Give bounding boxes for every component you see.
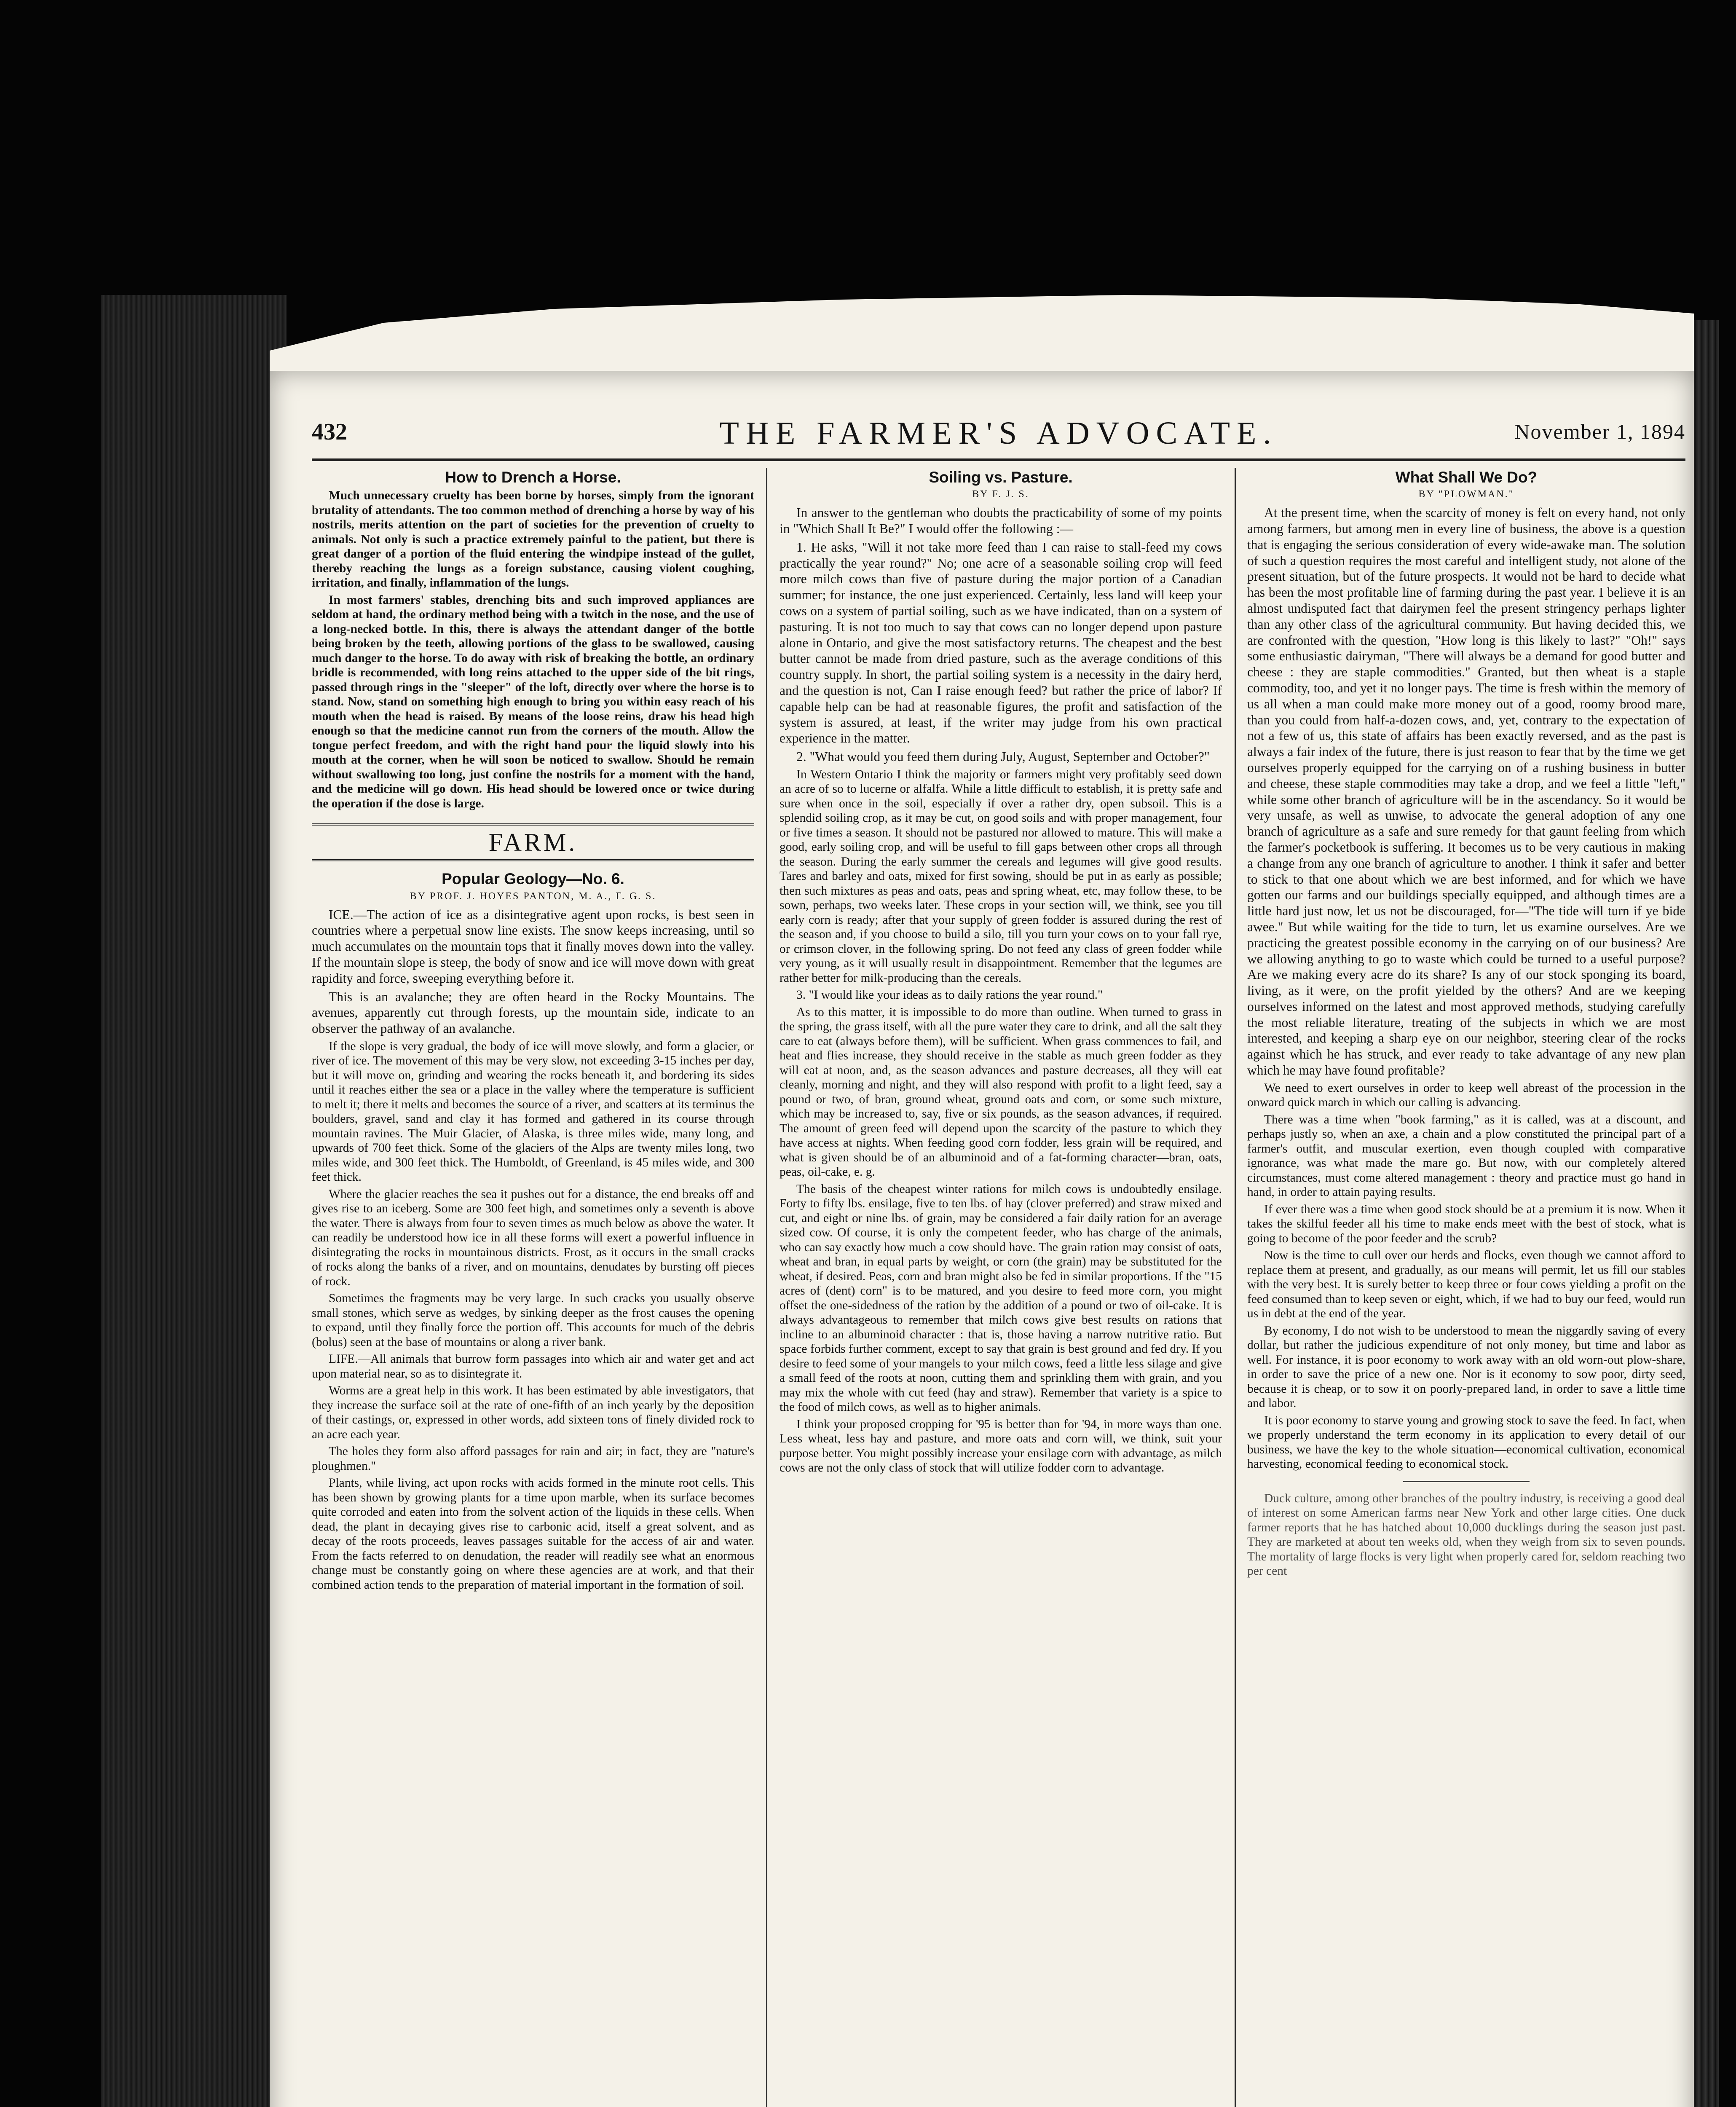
- article-paragraph: Much unnecessary cruelty has been borne by horses, simply from the ignorant brutality of attendants. The too common method of drenching a horse by way of his nostrils, merits attention on the part of societies for the prevention of cruelty to animals. Not only is such a practice extremely painful to the patient, but there is great danger of a portion of the fluid entering the windpipe instead of the gullet, thereby reaching the lungs as a foreign substance, causing violent coughing, irritation, and finally, inflammation of the lungs.: [312, 489, 754, 590]
- article-title-drench-horse: How to Drench a Horse.: [445, 469, 621, 486]
- column-2: [780, 466, 1222, 2107]
- article-paragraph: Worms are a great help in this work. It has been estimated by able investigators, that they increase the surface soil at the rate of one-fifth of an inch yearly by the deposition of their castings, or, expressed in other words, add sixteen tons of finely divided rock to an acre each year.: [312, 1384, 754, 1441]
- masthead: [312, 415, 1685, 453]
- article-paragraph: By economy, I do not wish to be understood to mean the niggardly saving of every dollar, but rather the judicious expenditure of not only money, but time and labor as well. For instance, it is poor economy to work away with an old worn-out plow-share, in order to save the price of a new one. Nor is it economy to sow poor, dirty seed, because it is cheap, or to sow it on poorly-prepared land, in order to save a little time and labor.: [1247, 1324, 1685, 1410]
- article-paragraph: Now is the time to cull over our herds and flocks, even though we cannot afford to replace them at present, and gradually, as our means will permit, let us fill our stables with the very best. It is surely better to keep three or four cows yielding a profit on the feed consumed than to keep seven or eight, which, if we had to buy our feed, would run us in debt at the end of the year.: [1247, 1249, 1685, 1321]
- article-paragraph: There was a time when "book farming," as it is called, was at a discount, and perhaps justly so, when an axe, a chain and a plow constituted the principal part of a farmer's outfit, and muscular exertion, even though coupled with comparative ignorance, was what made the mare go. But now, with our completely altered circumstances, must come altered management : theory and practice must go hand in hand, in order to attain paying results.: [1247, 1112, 1685, 1199]
- article-paragraph: Where the glacier reaches the sea it pushes out for a distance, the end breaks off and gives rise to an iceberg. Some are 300 feet high, and sometimes only a seventh is above the water. There is always from four to seven times as much below as above the water. It can readily be understood how ice in all these forms will exert a powerful influence in disintegrating the rocks in mountainous districts. Frost, as it occurs in the small cracks of rocks along the banks of a river, and on mountains, denudates by bursting off pieces of rock.: [312, 1187, 754, 1288]
- article-byline: BY F. J. S.: [972, 489, 1029, 500]
- article-paragraph: 2. "What would you feed them during July, August, September and October?": [796, 749, 1210, 764]
- article-paragraph: If the slope is very gradual, the body of ice will move slowly, and form a glacier, or river of ice. The movement of this may be very slow, not exceeding 3-15 inches per day, but it will move on, grinding and wearing the rocks beneath it, and bordering its sides until it reaches either the sea or a place in the valley where the temperature is sufficient to melt it; there it melts and becomes the source of a river, and scatters at its terminus the boulders, gravel, sand and clay it has formed and gathered in its course through mountain ravines. The Muir Glacier, of Alaska, is three miles wide, many long, and upwards of 700 feet thick. Some of the glaciers of the Alps are twenty miles long, two miles wide, and 300 feet thick. The Humboldt, of Greenland, is 45 miles wide, and 300 feet thick.: [312, 1039, 754, 1184]
- article-byline: BY "PLOWMAN.": [1418, 489, 1514, 500]
- article-paragraph: We need to exert ourselves in order to keep well abreast of the procession in the onward quick march in which our calling is advancing.: [1247, 1081, 1685, 1110]
- article-paragraph: 3. "I would like your ideas as to daily rations the year round.": [796, 988, 1103, 1002]
- article-paragraph: It is poor economy to starve young and growing stock to save the feed. In fact, when we properly understand the term economy in its application to every detail of our business, we have the key to the whole situation—economical cultivation, economical harvesting, economical feeding to economical stock.: [1247, 1413, 1685, 1471]
- article-paragraph: The basis of the cheapest winter rations for milch cows is undoubtedly ensilage. Forty to fifty lbs. ensilage, five to ten lbs. of hay (clover preferred) and straw mixed and cut, and eight or nine lbs. of grain, may be considered a fair daily ration for an average sized cow. Of course, it is only the competent feeder, who has charge of the animals, who can say exactly how much a cow should have. The grain ration may consist of oats, wheat and bran, in equal parts by weight, or corn (the grain) may be substituted for the wheat, if desired. Peas, corn and bran might also be fed in similar proportions. If the "15 acres of (dent) corn" is to be matured, and you desire to feed more corn, you might offset the one-sidedness of the ration by the addition of a pound or two of oil-cake. It is always advantageous to remember that milch cows give best results on rations that incline to an albuminoid character : that is, those having a narrow nutritive ratio. But space forbids further comment, except to say that grain is best ground and fed dry. If you desire to feed some of your mangels to your milch cows, feed a little less silage and give a small feed of the roots at noon, cutting them and sprinkling them with grain, and you may mix the whole with cut feed (hay and straw). Remember that variety is a spice to the food of milch cows, as well as to higher animals.: [780, 1182, 1222, 1414]
- news-note-duck-culture: Duck culture, among other branches of the poultry industry, is receiving a good deal of interest on some American farms near New York and other large cities. One duck farmer reports that he has hatched about 10,000 ducklings during the season just past. They are marketed at about ten weeks old, when they weigh from six to seven pounds. The mortality of large flocks is very light when properly cared for, seldom reaching two per cent: [1247, 1491, 1685, 1578]
- column-1: [312, 466, 754, 2107]
- column-divider: [766, 468, 767, 2107]
- paper-title: THE FARMER'S ADVOCATE.: [719, 416, 1278, 451]
- column-3: [1247, 466, 1685, 2107]
- article-paragraph: If ever there was a time when good stock should be at a premium it is now. When it takes the skilful feeder all his time to make ends meet with the best of stock, what is going to become of the poor feeder and the scrub?: [1247, 1202, 1685, 1245]
- article-title-soiling-pasture: Soiling vs. Pasture.: [929, 469, 1073, 486]
- article-title-popular-geology: Popular Geology—No. 6.: [442, 870, 624, 888]
- article-title-what-shall-we-do: What Shall We Do?: [1395, 469, 1538, 486]
- article-separator: [1403, 1481, 1530, 1482]
- article-paragraph: LIFE.—All animals that burrow form passages into which air and water get and act upon material near, so as to disintegrate it.: [312, 1352, 754, 1381]
- article-paragraph: The holes they form also afford passages for rain and air; in fact, they are "nature's ploughmen.": [312, 1445, 754, 1473]
- article-paragraph: This is an avalanche; they are often heard in the Rocky Mountains. The avenues, apparently cut through forests, up the mountain side, indicate to an observer the pathway of an avalanche.: [312, 989, 754, 1036]
- issue-date: November 1, 1894: [1514, 420, 1685, 443]
- article-paragraph: Sometimes the fragments may be very large. In such cracks you usually observe small stones, which serve as wedges, by sinking deeper as the frost causes the opening to expand, until they finally force the portion off. This accounts for much of the debris (bolus) seen at the base of mountains or along a river bank.: [312, 1292, 754, 1349]
- column-divider: [1235, 468, 1236, 2107]
- article-paragraph: At the present time, when the scarcity of money is felt on every hand, not only among farmers, but among men in every line of business, the above is a question that is engaging the serious consideration of every wide-awake man. The solution of such a question requires the most careful and intelligent study, not alone of the present situation, but of the future prospects. It would not be hard to decide what has been the most profitable line of farming during the past year. I believe it is an almost undisputed fact that dairymen feel the present stringency perhaps lighter than any other class of the agricultural community. But having decided this, we are confronted with the question, "How long is this likely to last?" "Oh!" says some enthusiastic dairyman, "There will always be a demand for good butter and cheese : they are staple commodities." Granted, but then wheat is a staple commodity, too, and yet it no longer pays. The time is fresh within the memory of us all when a man could make more money out of a good, roomy brood mare, than you could from half-a-dozen cows, and, yet, contrary to the expectation of not a few of us, this state of affairs has been exactly reversed, and as the past is always a fair index of the future, there is just reason to fear that by the time we get ourselves properly equipped for the carrying on of a rushing business in butter and cheese, these staple commodities may take a drop, and we feel a little "left," while some other branch of agriculture will be in the ascendancy. So it would be very unsafe, as well as unwise, to advocate the general adoption of any one branch of agriculture as a safe and sure remedy for that gaunt feeling from which the farmer's pocketbook is suffering. It becomes us to be very cautious in making a change from any one branch of agriculture to another. I think it safer and better to stick to that one about which we are best informed, and for which we have gotten our farms and our buildings specially equipped, and although times are a little hard just now, let us not be discouraged, for—"The tide will turn if ye bide awee." But while waiting for the tide to turn, let us examine ourselves. Are we practicing the greatest possible economy in the carrying on of our business? Are we allowing anything to go to waste which could be turned to a useful purpose? Are we making every acre do its share? Is any of our stock sponging its board, living, as it were, on the profit yielded by the others? And are we keeping ourselves informed on the latest and most approved methods, studying carefully the most reliable literature, treating of the subjects in which we are most interested, and keeping a sharp eye on our neighbor, steering clear of the rocks against which he has struck, and ever ready to take advantage of any new plan which he may have found profitable?: [1247, 505, 1685, 1078]
- article-paragraph: In answer to the gentleman who doubts the practicability of some of my points in "Which Shall It Be?" I would offer the following :—: [780, 505, 1222, 536]
- article-byline: BY PROF. J. HOYES PANTON, M. A., F. G. S.: [410, 890, 656, 902]
- article-paragraph: I think your proposed cropping for '95 is better than for '94, in more ways than one. Less wheat, less hay and pasture, and more oats and corn will, we think, suit your purpose better. You might possibly increase your ensilage corn with advantage, as milch cows are not the only class of stock that will utilize fodder corn to advantage.: [780, 1417, 1222, 1475]
- article-paragraph: 1. He asks, "Will it not take more feed than I can raise to stall-feed my cows practically the year round?" No; one acre of a seasonable soiling crop will feed more milch cows than five of pasture during the major portion of a Canadian summer; for instance, the one just experienced. Certainly, less land will keep your cows on a system of partial soiling, such as we have indicated, than on a system of pasturing. It is not too much to say that cows can no longer depend upon pasture alone in Ontario, and give the most satisfactory returns. The cheapest and the best butter cannot be made from dried pasture, such as the average conditions of this country supply. In short, the partial soiling system is a necessity in the dairy herd, and the question is not, Can I raise enough feed? but rather the price of labor? If capable help can be had at reasonable figures, the profit and satisfaction of the system is assured, at least, if the writer may judge from his own practical experience in the matter.: [780, 539, 1222, 746]
- article-paragraph: As to this matter, it is impossible to do more than outline. When turned to grass in the spring, the grass itself, with all the pure water they care to drink, and all the salt they care to eat (always before them), will be sufficient. When grass commences to fail, and heat and flies increase, they should receive in the stable as much green fodder as they will eat at noon, and, as the season advances and pasture decreases, all they will eat cleanly, morning and night, and they will also respond with profit to a light feed, say a pound or two, of bran, ground wheat, ground oats and corn, or some such mixture, which may be increased to, say, five or six pounds, as the season advances, if required. The amount of green feed will depend upon the scarcity of the pasture to which they have access at nights. When feeding good corn fodder, less grain will be required, and what is given should be of an albuminoid and of a fat-forming character—bran, oats, peas, oil-cake, e. g.: [780, 1005, 1222, 1179]
- article-paragraph: In Western Ontario I think the majority or farmers might very profitably seed down an acre of so to lucerne or alfalfa. While a little difficult to establish, it is pretty safe and sure when once in the soil, especially if over a rather dry, open subsoil. This is a splendid soiling crop, as it may be cut, on good soils and with proper management, four or five times a season. It should not be pastured nor allowed to mature. This will make a good, early soiling crop, and will be useful to fill gaps between other crops all through the season. During the early summer the cereals and legumes will give good results. Tares and barley and oats, mixed for first sowing, should be put in as early as possible; then such mixtures as peas and oats, peas and spring wheat, etc, may follow these, to be sown, perhaps, two weeks later. These crops in your section will, we think, see you till early corn is ready; after that your supply of green fodder is assured during the rest of the season and, if you choose to build a silo, till you turn your cows on to your fall rye, or crimson clover, in the following spring. Do not feed any class of green fodder while very young, as it will usually result in disappointment. Remember that the legumes are rather better for milk-producing than the cereals.: [780, 767, 1222, 985]
- section-heading-farm: FARM.: [312, 823, 754, 861]
- article-paragraph: ICE.—The action of ice as a disintegrative agent upon rocks, is best seen in countries where a perpetual snow line exists. The snow keeps increasing, until so much accumulates on the mountain tops that it finally moves down into the valley. If the mountain slope is steep, the body of snow and ice will move down with great rapidity and force, sweeping everything before it.: [312, 907, 754, 986]
- book-page-edges-left: [101, 295, 287, 2107]
- masthead-rule: [312, 458, 1685, 461]
- page-number: 432: [312, 419, 347, 445]
- article-paragraph: Plants, while living, act upon rocks with acids formed in the minute root cells. This has been shown by growing plants for a time upon marble, when its surface becomes quite corroded and eaten into from the solvent action of the liquids in these cells. When dead, the plant in decaying gives rise to carbonic acid, itself a great solvent, and as decay of the roots proceeds, leaves passages suitable for the access of air and water. From the facts referred to on denudation, the reader will readily see what an enormous change must be constantly going on where these agencies are at work, and that their combined action tends to the preparation of material important in the formation of soil.: [312, 1476, 754, 1592]
- article-paragraph: In most farmers' stables, drenching bits and such improved appliances are seldom at hand, the ordinary method being with a twitch in the nose, and the use of a long-necked bottle. In this, there is always the attendant danger of the bottle being broken by the teeth, allowing portions of the glass to be swallowed, causing much danger to the horse. To do away with risk of breaking the bottle, an ordinary bridle is recommended, with long reins attached to the upper side of the bit rings, passed through rings in the "sleeper" of the loft, directly over where the horse is to stand. Now, stand on something high enough to bring you within easy reach of his mouth when the head is raised. By means of the loose reins, draw his head high enough so that the medicine cannot run from the corners of the mouth. Allow the tongue perfect freedom, and with the right hand pour the liquid slowly into his mouth at the corner, when he will soon be noticed to swallow. Should he remain without swallowing too long, just confine the nostrils for a moment with the hand, and the medicine will go down. His head should be lowered once or twice during the operation if the dose is large.: [312, 593, 754, 810]
